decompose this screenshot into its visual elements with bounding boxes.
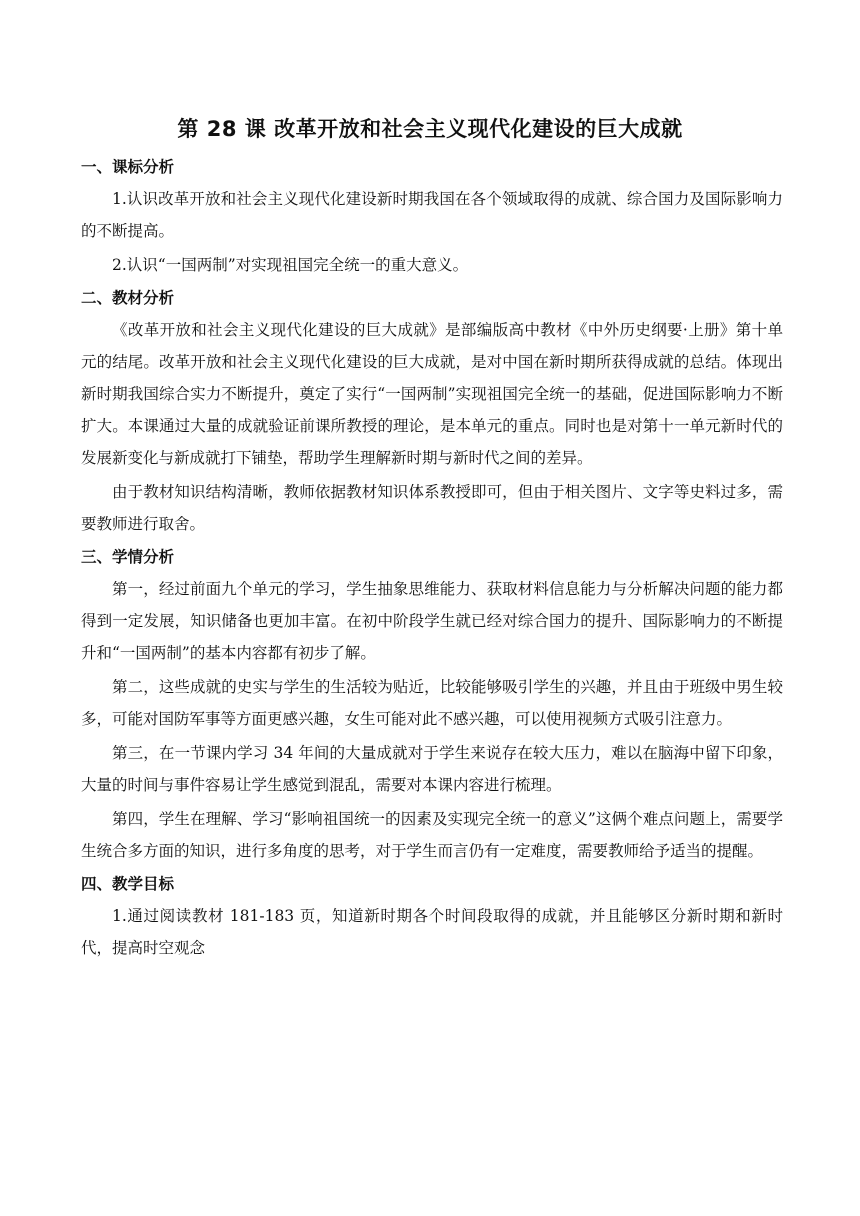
paragraph: 第三，在一节课内学习 34 年间的大量成就对于学生来说存在较大压力，难以在脑海中留下印象，大量的时间与事件容易让学生感觉到混乱，需要对本课内容进行梳理。	[81, 744, 783, 794]
section-curriculum-analysis	[81, 152, 783, 281]
section-heading: 四、教学目标	[81, 875, 175, 893]
paragraph: 1.认识改革开放和社会主义现代化建设新时期我国在各个领域取得的成就、综合国力及国际影响力的不断提高。	[81, 190, 783, 240]
paragraph: 由于教材知识结构清晰，教师依据教材知识体系教授即可，但由于相关图片、文字等史料过多，需要教师进行取舍。	[81, 483, 783, 533]
paragraph: 第一，经过前面九个单元的学习，学生抽象思维能力、获取材料信息能力与分析解决问题的能力都得到一定发展，知识储备也更加丰富。在初中阶段学生就已经对综合国力的提升、国际影响力的不断提升和“一国两制”的基本内容都有初步了解。	[81, 580, 783, 662]
document-title: 第 28 课 改革开放和社会主义现代化建设的巨大成就	[177, 117, 683, 141]
paragraph: 第四，学生在理解、学习“影响祖国统一的因素及实现完全统一的意义”这俩个难点问题上，需要学生统合多方面的知识，进行多角度的思考，对于学生而言仍有一定难度，需要教师给予适当的提醒。	[81, 810, 783, 860]
section-heading: 一、课标分析	[81, 158, 175, 176]
section-heading: 三、学情分析	[81, 548, 175, 566]
section-heading: 二、教材分析	[81, 289, 175, 307]
section-student-analysis	[81, 542, 783, 867]
document-body	[81, 152, 783, 966]
paragraph: 第二，这些成就的史实与学生的生活较为贴近，比较能够吸引学生的兴趣，并且由于班级中男生较多，可能对国防军事等方面更感兴趣，女生可能对此不感兴趣，可以使用视频方式吸引注意力。	[81, 678, 783, 728]
paragraph: 2.认识“一国两制”对实现祖国完全统一的重大意义。	[112, 256, 469, 274]
section-textbook-analysis	[81, 283, 783, 540]
paragraph: 《改革开放和社会主义现代化建设的巨大成就》是部编版高中教材《中外历史纲要·上册》第十单元的结尾。改革开放和社会主义现代化建设的巨大成就，是对中国在新时期所获得成就的总结。体现出新时期我国综合实力不断提升，奠定了实行“一国两制”实现祖国完全统一的基础，促进国际影响力不断扩大。本课通过大量的成就验证前课所教授的理论，是本单元的重点。同时也是对第十一单元新时代的发展新变化与新成就打下铺垫，帮助学生理解新时期与新时代之间的差异。	[81, 321, 783, 467]
paragraph: 1.通过阅读教材 181-183 页，知道新时期各个时间段取得的成就，并且能够区分新时期和新时代，提高时空观念	[81, 907, 783, 957]
section-teaching-goals	[81, 869, 783, 964]
